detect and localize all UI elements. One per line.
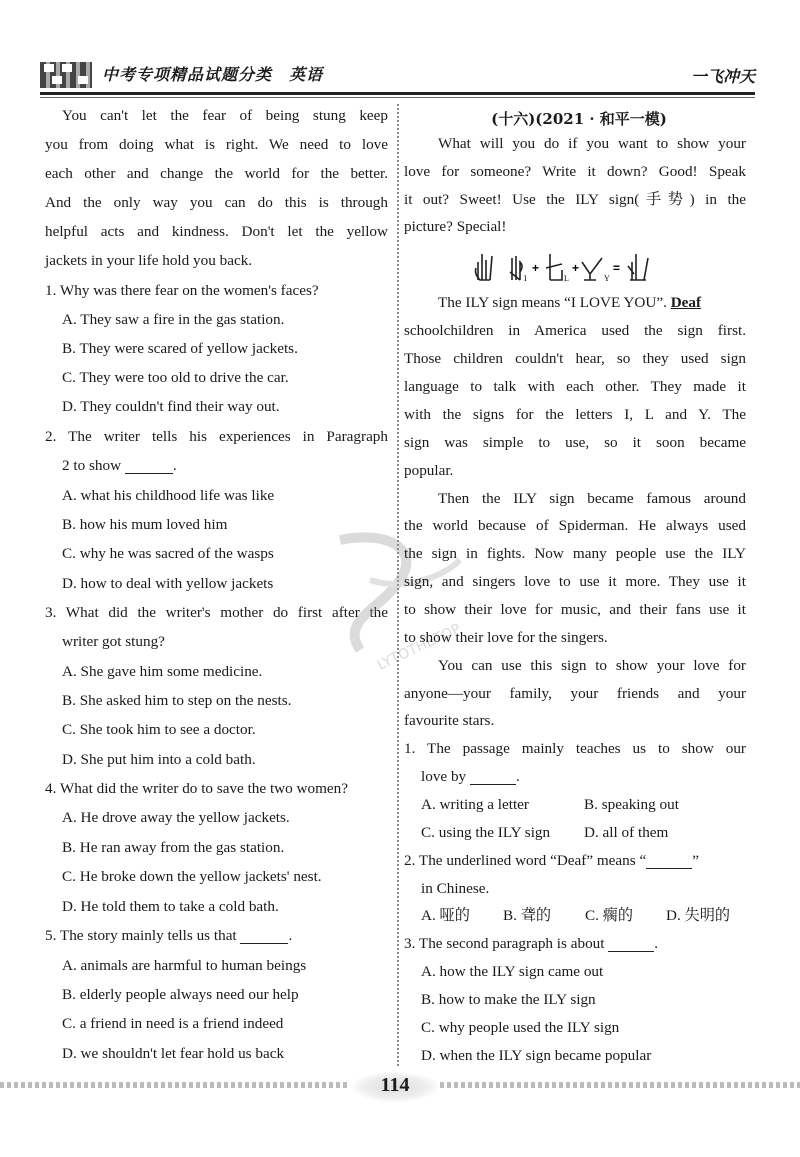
left-text-line: B. They were scared of yellow jackets.: [62, 340, 298, 357]
left-text-line: you from doing what is right. We need to love: [45, 136, 388, 153]
left-text-line: D. They couldn't find their way out.: [62, 398, 280, 415]
sign-op-3: =: [613, 261, 621, 275]
right-text-line: D. 失明的: [666, 907, 731, 924]
sign-op-1: +: [532, 261, 540, 275]
ily-paragraph-first-line: The ILY sign means “I LOVE YOU”. Deaf: [438, 294, 702, 311]
right-text-line: to show their love for music, and their fans use it: [404, 601, 746, 618]
right-text-line: to show their love for the singers.: [404, 629, 608, 646]
question-r3: 3. The second paragraph is about .: [404, 935, 659, 952]
right-text-line: What will you do if you want to show your: [438, 135, 746, 152]
header-rule: [40, 92, 755, 95]
left-text-line: 3. What did the writer's mother do first after the: [45, 604, 388, 621]
header-brand: 一飞冲天: [690, 67, 755, 86]
right-text-line: favourite stars.: [404, 712, 495, 729]
left-text-line: writer got stung?: [62, 633, 165, 650]
right-text-line: C. why people used the ILY sign: [421, 1019, 620, 1036]
left-text-line: And the only way you can do this is through: [45, 194, 388, 211]
header-title: 中考专项精品试题分类 英语: [102, 65, 324, 84]
right-text-line: the world because of Spiderman. He always used: [404, 517, 746, 534]
hand-sign-l-icon: [546, 254, 562, 280]
sign-letter-l: L: [564, 274, 569, 283]
left-text-line: D. He told them to take a cold bath.: [62, 898, 279, 915]
right-text-line: C. using the ILY sign: [421, 824, 551, 841]
left-text-line: B. He ran away from the gas station.: [62, 839, 285, 856]
left-text-line: A. He drove away the yellow jackets.: [62, 809, 290, 826]
header-rule-thin: [40, 97, 755, 98]
page-number: 114: [380, 1074, 410, 1096]
right-text-line: schoolchildren in America used the sign first.: [404, 322, 746, 339]
right-text-line: language to talk with each other. They made it: [404, 378, 746, 395]
left-text-line: A. animals are harmful to human beings: [62, 957, 307, 974]
left-text-line: 2. The writer tells his experiences in Paragraph: [45, 428, 388, 445]
header-logo-icon: [40, 62, 92, 88]
deaf-word: Deaf: [670, 294, 702, 311]
watermark-logo-icon: [300, 520, 480, 680]
left-text-line: helpful acts and kindness. Don't let the yellow: [45, 223, 388, 240]
footer-rule-left: [0, 1082, 350, 1088]
left-text-line: C. She took him to see a doctor.: [62, 721, 256, 738]
right-text-line: popular.: [404, 462, 454, 479]
left-text-line: C. why he was sacred of the wasps: [62, 545, 274, 562]
left-text-line: each other and change the world for the better.: [45, 165, 388, 182]
hand-sign-i-icon: [510, 256, 522, 280]
right-text-line: Then the ILY sign became famous around: [438, 490, 746, 507]
left-text-line: 4. What did the writer do to save the two women?: [45, 780, 348, 797]
right-text-line: picture? Special!: [404, 218, 507, 235]
right-text-line: the sign in fights. Now many people use the ILY: [404, 545, 746, 562]
left-text-line: A. They saw a fire in the gas station.: [62, 311, 285, 328]
watermark-text: LYTOTHETOP: [374, 621, 464, 674]
right-text-line: with the signs for the letters I, L and Y. The: [404, 406, 746, 423]
right-text-line: C. 瘸的: [585, 907, 634, 924]
right-text-line: B. how to make the ILY sign: [421, 991, 596, 1008]
right-text-line: A. how the ILY sign came out: [421, 963, 604, 980]
right-text-line: Those children couldn't hear, so they used sign: [404, 350, 746, 367]
left-text-line: C. He broke down the yellow jackets' nest.: [62, 868, 322, 885]
left-text-line: B. elderly people always need our help: [62, 986, 299, 1003]
right-text-line: love for someone? Write it down? Good! Speak: [404, 163, 746, 180]
right-text-line: it out? Sweet! Use the ILY sign(手势) in the: [404, 191, 746, 208]
left-text-line: You can't let the fear of being stung keep: [62, 107, 388, 124]
sign-letter-y: Y: [604, 274, 610, 283]
left-text-line: C. They were too old to drive the car.: [62, 369, 289, 386]
left-text-line: A. She gave him some medicine.: [62, 663, 263, 680]
hand-sign-icon: [476, 254, 493, 280]
question-r2: 2. The underlined word “Deaf” means “ ”: [404, 852, 699, 869]
right-text-line: D. when the ILY sign became popular: [421, 1047, 652, 1064]
left-text-line: C. a friend in need is a friend indeed: [62, 1015, 284, 1032]
hand-sign-y-icon: [582, 258, 602, 280]
left-text-line: B. how his mum loved him: [62, 516, 228, 533]
left-text-line: D. how to deal with yellow jackets: [62, 575, 274, 592]
right-text-line: A. 哑的: [421, 907, 470, 924]
left-text-line: D. She put him into a cold bath.: [62, 751, 256, 768]
sign-op-2: +: [572, 261, 580, 275]
right-text-line: 1. The passage mainly teaches us to show our: [404, 740, 746, 757]
right-text-line: B. 聋的: [503, 907, 552, 924]
right-text-line: You can use this sign to show your love for: [438, 657, 746, 674]
left-text-line: jackets in your life hold you back.: [45, 252, 253, 269]
footer-rule-right: [440, 1082, 800, 1088]
right-text-line: sign, and singers love to use it more. They use it: [404, 573, 746, 590]
hand-sign-ily-icon: [628, 254, 648, 280]
right-text-line: D. all of them: [584, 824, 669, 841]
left-text-line: 1. Why was there fear on the women's faces?: [45, 282, 319, 299]
question-5: 5. The story mainly tells us that .: [45, 927, 293, 944]
right-text-line: A. writing a letter: [421, 796, 529, 813]
right-text-line: in Chinese.: [421, 880, 490, 897]
left-text-line: A. what his childhood life was like: [62, 487, 275, 504]
left-text-line: D. we shouldn't let fear hold us back: [62, 1045, 285, 1062]
sign-letter-i: I: [524, 274, 527, 283]
right-text-line: sign was simple to use, so it soon became: [404, 434, 746, 451]
section-title: (十六)(2021 · 和平一模): [491, 110, 667, 128]
right-text-line: anyone—your family, your friends and your: [404, 685, 746, 702]
question-2-tail: 2 to show .: [62, 457, 177, 474]
ily-sign-illustration: [470, 248, 680, 284]
page-header: [40, 58, 755, 92]
left-text-line: B. She asked him to step on the nests.: [62, 692, 292, 709]
right-text-line: B. speaking out: [584, 796, 679, 813]
question-r1-tail: love by .: [421, 768, 520, 785]
